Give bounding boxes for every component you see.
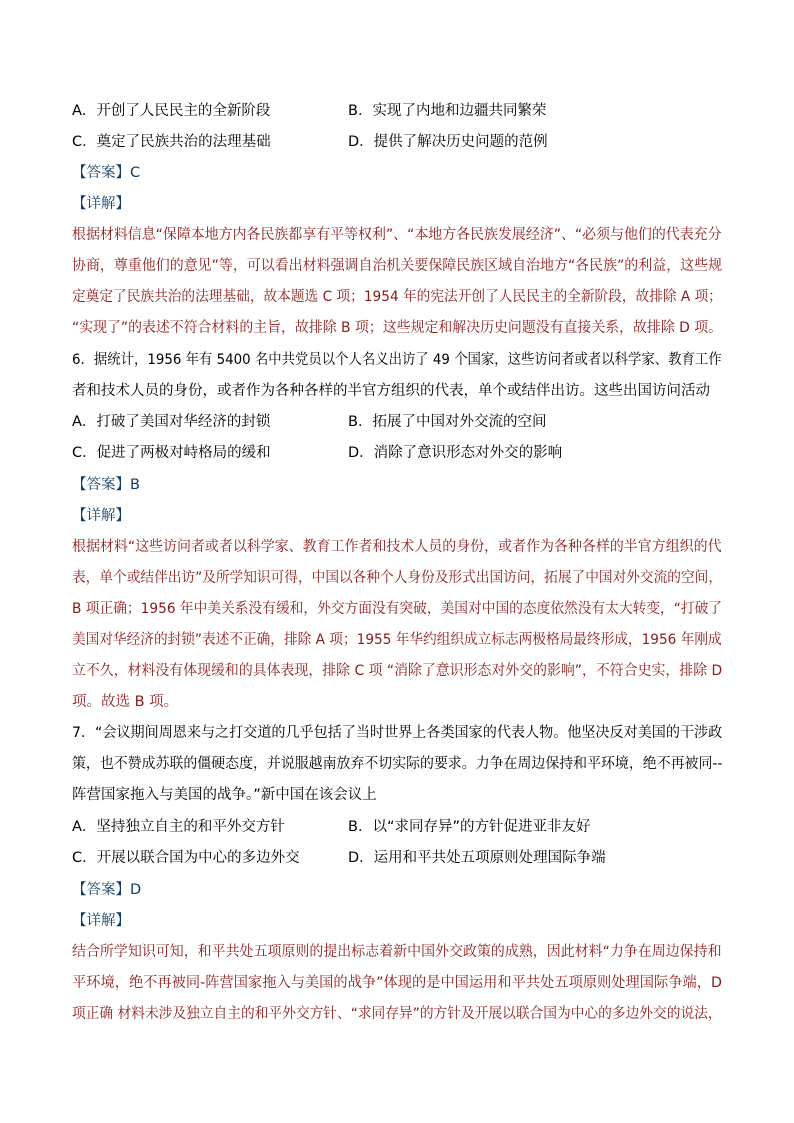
q5-answer: 【答案】C	[72, 165, 141, 181]
q5-detail-line: 定奠定了民族共治的法理基础，故本题选 C 项；1954 年的宪法开创了人民民主的全新阶段，故排除 A 项；	[72, 289, 723, 305]
q5-option-b: B．实现了内地和边疆共同繁荣	[348, 103, 547, 119]
q7-detail-line: 平环境，绝不再被同-阵营国家拖入与美国的战争”体现的是中国运用和平共处五项原则处理国际争端，D	[72, 975, 722, 991]
q5-detail-line: 协商，尊重他们的意见”等，可以看出材料强调自治机关要保障民族区域自治地方“各民族”的利益，这些规	[72, 258, 723, 274]
q7-detail-label: 【详解】	[72, 913, 130, 929]
q7-stem-line: 策，也不赞成苏联的僵硬态度，并说服越南放弃不切实际的要求。力争在周边保持和平环境，绝不再被同--	[72, 756, 723, 772]
q7-detail-line: 项正确 材料未涉及独立自主的和平外交方针、“求同存异”的方针及开展以联合国为中心的多边外交的说法，	[72, 1006, 722, 1022]
q6-stem-line: 者和技术人员的身份，或者作为各种各样的半官方组织的代表，单个或结伴出访。这些出国访问活动	[72, 383, 710, 399]
q6-detail-line: 美国对华经济的封锁”表述不正确，排除 A 项；1955 年华约组织成立标志两极格局最终形成，1956 年刚成	[72, 632, 722, 648]
q5-detail-line: 根据材料信息“保障本地方内各民族都享有平等权利”、“本地方各民族发展经济”、“必须与他们的代表充分	[72, 227, 722, 243]
q6-detail-line: B 项正确；1956 年中美关系没有缓和，外交方面没有突破，美国对中国的态度依然没有太大转变，“打破了	[72, 601, 723, 617]
q7-option-c: C．开展以联合国为中心的多边外交	[72, 850, 300, 866]
q7-answer: 【答案】D	[72, 882, 142, 898]
q7-stem-line: 7．“会议期间周恩来与之打交道的几乎包括了当时世界上各类国家的代表人物。他坚决反对美国的干涉政	[72, 725, 723, 741]
q6-detail-line: 立不久，材料没有体现缓和的具体表现，排除 C 项 “消除了意识形态对外交的影响”，不符合史实，排除 D	[72, 663, 723, 679]
q7-option-a: A．坚持独立自主的和平外交方针	[72, 819, 285, 835]
q6-detail-line: 根据材料“这些访问者或者以科学家、教育工作者和技术人员的身份，或者作为各种各样的半官方组织的代	[72, 539, 722, 555]
q7-stem-line: 阵营国家拖入与美国的战争。”新中国在该会议上	[72, 787, 377, 803]
q6-answer: 【答案】B	[72, 477, 140, 493]
q5-detail-label: 【详解】	[72, 196, 130, 212]
q7-option-d: D．运用和平共处五项原则处理国际争端	[348, 850, 606, 866]
q6-detail-line: 表，单个或结伴出访”及所学知识可得，中国以各种个人身份及形式出国访问，拓展了中国对外交流的空间，	[72, 570, 723, 586]
q6-option-b: B．拓展了中国对外交流的空间	[348, 414, 547, 430]
q6-detail-label: 【详解】	[72, 508, 130, 524]
q5-detail-line: “实现了”的表述不符合材料的主旨，故排除 B 项；这些规定和解决历史问题没有直接关系，故排除 D 项。	[72, 320, 723, 336]
q7-detail-line: 结合所学知识可知，和平共处五项原则的提出标志着新中国外交政策的成熟，因此材料“力争在周边保持和	[72, 944, 722, 960]
q6-option-a: A．打破了美国对华经济的封锁	[72, 414, 271, 430]
q6-stem-line: 6．据统计，1956 年有 5400 名中共党员以个人名义出访了 49 个国家，这些访问者或者以科学家、教育工作	[72, 352, 722, 368]
q6-option-d: D．消除了意识形态对外交的影响	[348, 445, 563, 461]
q5-option-c: C．奠定了民族共治的法理基础	[72, 134, 271, 150]
q6-option-c: C．促进了两极对峙格局的缓和	[72, 445, 271, 461]
q6-detail-line: 项。故选 B 项。	[72, 694, 179, 710]
q7-option-b: B．以“求同存异”的方针促进亚非友好	[348, 819, 591, 835]
q5-option-a: A．开创了人民民主的全新阶段	[72, 103, 271, 119]
q5-option-d: D．提供了解决历史问题的范例	[348, 134, 548, 150]
